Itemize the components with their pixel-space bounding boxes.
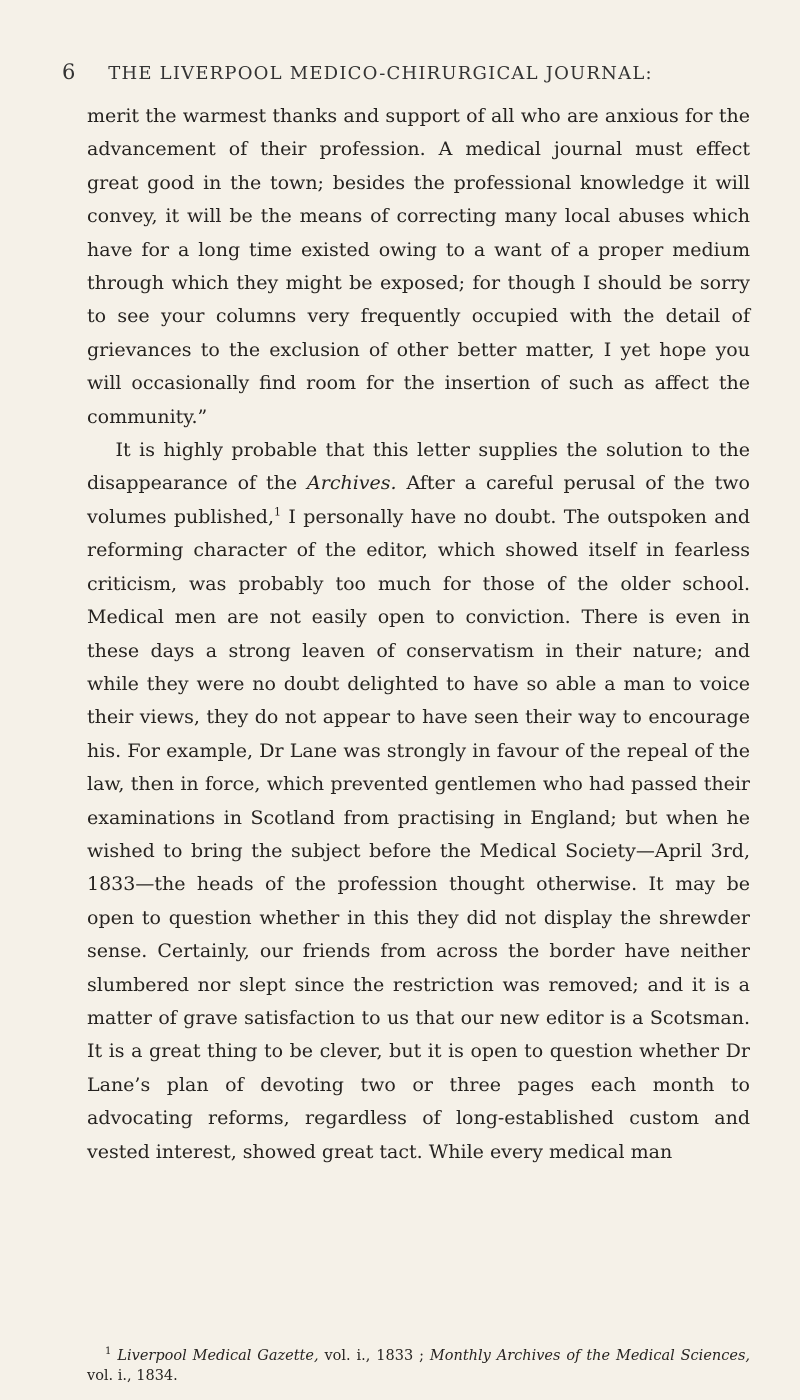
footnote-text: vol. i., 1834. — [87, 1367, 178, 1384]
footnote — [87, 1342, 750, 1386]
footnote-reference: 1 — [274, 505, 282, 519]
footnote-text: vol. i., 1833 ; — [318, 1347, 430, 1364]
page-number: 6 — [62, 60, 76, 84]
paragraph-text: It is highly probable that this letter supplies the solution to the disappearance of the — [87, 439, 750, 495]
footnote-citation-title: Monthly Archives of the Medical Sciences, — [429, 1347, 750, 1364]
footnote-citation-title: Liverpool Medical Gazette, — [117, 1347, 319, 1364]
paragraph-archives — [87, 434, 750, 1169]
italic-title: Archives. — [307, 472, 397, 495]
paragraph-text: After a careful perusal of the two volumes published, — [87, 472, 750, 528]
body-text — [87, 100, 750, 1169]
running-header — [62, 60, 762, 84]
paragraph-continuation: merit the warmest thanks and support of all who are anxious for the advancement of their profession. A medical journal must effect great good in the town; besides the professional knowledge it will convey, it will be the means of correcting many local abuses which have for a long time existed owing to a want of a proper medium through which they might be exposed; for though I should be sorry to see your columns very frequently occupied with the detail of grievances to the exclusion of other better matter, I yet hope you will occasionally find room for the insertion of such as affect the community.” — [87, 105, 750, 428]
footnote-mark: 1 — [105, 1346, 112, 1357]
running-title: THE LIVERPOOL MEDICO-CHIRURGICAL JOURNAL: — [108, 63, 653, 84]
paragraph-text: I personally have no doubt. The outspoken and reforming character of the editor, which showed itself in fearless criticism, was probably too much for those of the older school. Medical men are not easily open to conviction. There is even in these days a strong leaven of conservatism in their nature; and while they were no doubt delighted to have so able a man to voice their views, they do not appear to have seen their way to encourage his. For example, Dr Lane was strongly in favour of the repeal of the law, then in force, which prevented gentlemen who had passed their examinations in Scotland from practising in England; but when he wished to bring the subject before the Medical Society—April 3rd, 1833—the heads of the profession thought otherwise. It may be open to question whether in this they did not display the shrewder sense. Certainly, our friends from across the border have neither slumbered nor slept since the restriction was removed; and it is a matter of grave satisfaction to us that our new editor is a Scotsman. It is a great thing to be clever, but it is open to question whether Dr Lane’s plan of devoting two or three pages each month to advocating reforms, regardless of long-established custom and vested interest, showed great tact. While every medical man — [87, 505, 750, 1163]
